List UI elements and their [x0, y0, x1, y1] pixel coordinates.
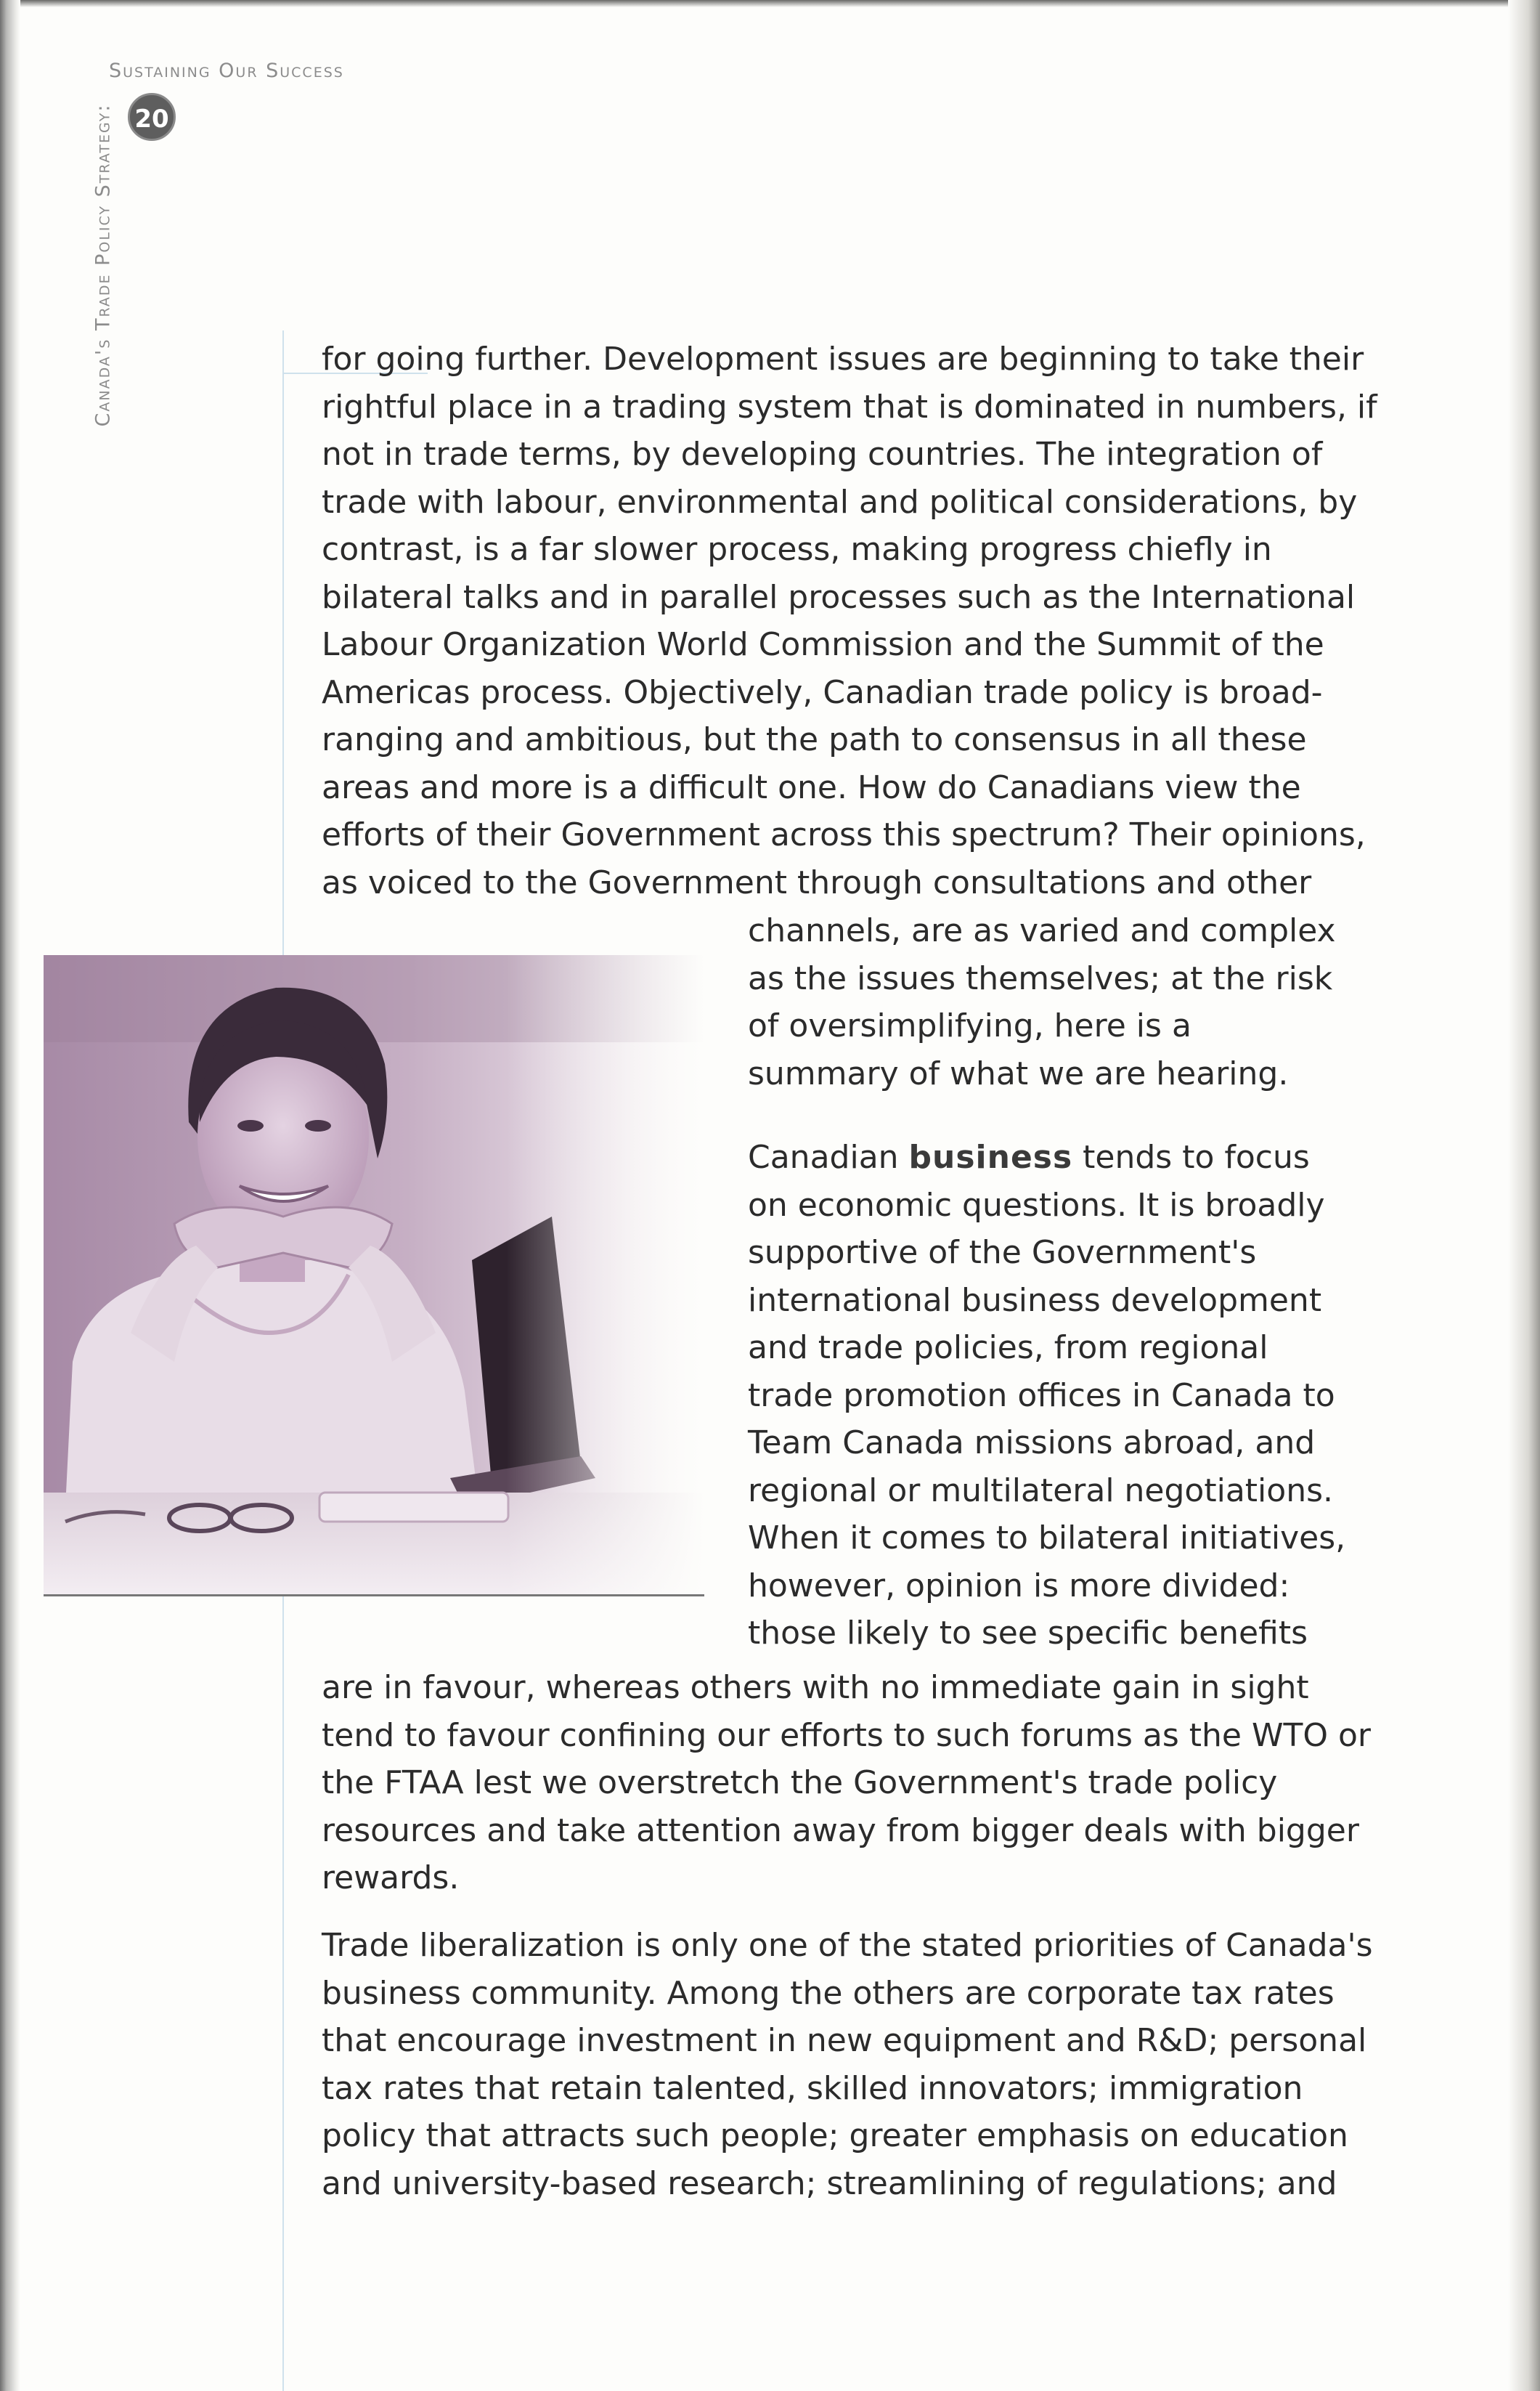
text-line: international business development — [748, 1281, 1322, 1319]
text-line: and university-based research; streamlining of regulations; and — [322, 2164, 1337, 2202]
text-line: for going further. Development issues are beginning to take their — [322, 341, 1364, 378]
side-title — [81, 84, 125, 447]
text-line: and trade policies, from regional — [748, 1329, 1268, 1366]
text-line: however, opinion is more divided: — [748, 1567, 1290, 1604]
paragraph-1-wrap — [748, 907, 1336, 1097]
text-line: the FTAA lest we overstretch the Government's trade policy — [322, 1764, 1278, 1801]
text-line: rewards. — [322, 1859, 460, 1896]
scan-left-edge — [0, 0, 20, 2391]
paragraph-3 — [322, 1922, 1373, 2207]
text-line: Trade liberalization is only one of the stated priorities of Canada's — [322, 1927, 1373, 1964]
text-line: those likely to see specific benefits — [748, 1615, 1308, 1652]
text-line: not in trade terms, by developing countries. The integration of — [322, 436, 1323, 473]
text-line: as voiced to the Government through consultations and other — [322, 864, 1312, 901]
scan-top-edge — [0, 0, 1540, 7]
text-line: regional or multilateral negotiations. — [748, 1471, 1333, 1509]
text-line: tax rates that retain talented, skilled innovators; immigration — [322, 2069, 1303, 2107]
text-line: trade promotion offices in Canada to — [748, 1376, 1335, 1414]
text-line: trade with labour, environmental and political considerations, by — [322, 483, 1358, 521]
photo-caption-rule — [44, 1594, 704, 1596]
text-line: as the issues themselves; at the risk — [748, 959, 1333, 997]
text-line: bilateral talks and in parallel processes such as the International — [322, 578, 1356, 616]
text-line: efforts of their Government across this spectrum? Their opinions, — [322, 816, 1366, 853]
side-title-text: Canada's Trade Policy Strategy: — [91, 103, 115, 427]
scan-right-edge — [1508, 0, 1540, 2391]
text-fragment: Canadian — [748, 1139, 909, 1176]
text-line: areas and more is a difficult one. How do Canadians view the — [322, 768, 1301, 806]
text-line: When it comes to bilateral initiatives, — [748, 1519, 1346, 1556]
paragraph-1 — [322, 336, 1377, 906]
text-line: supportive of the Government's — [748, 1234, 1257, 1271]
text-line: Team Canada missions abroad, and — [748, 1424, 1316, 1461]
text-line: on economic questions. It is broadly — [748, 1186, 1325, 1224]
text-line: Americas process. Objectively, Canadian trade policy is broad- — [322, 673, 1323, 711]
text-line: contrast, is a far slower process, making progress chiefly in — [322, 531, 1272, 568]
text-line: resources and take attention away from bigger deals with bigger — [322, 1811, 1359, 1849]
text-line: business community. Among the others are corporate tax rates — [322, 1974, 1335, 2012]
page-number-badge: 20 — [128, 93, 176, 141]
text-line: ranging and ambitious, but the path to consensus in all these — [322, 721, 1307, 758]
text-line: rightful place in a trading system that is dominated in numbers, if — [322, 388, 1377, 426]
text-fragment: tends to focus — [1072, 1139, 1310, 1176]
text-line: that encourage investment in new equipment and R&D; personal — [322, 2022, 1367, 2059]
text-line: are in favour, whereas others with no immediate gain in sight — [322, 1669, 1309, 1706]
text-line: summary of what we are hearing. — [748, 1055, 1289, 1092]
text-line: channels, are as varied and complex — [748, 912, 1336, 949]
text-line — [748, 1134, 1314, 1182]
emphasis-business: business — [908, 1139, 1073, 1176]
text-line: Labour Organization World Commission and the Summit of the — [322, 626, 1324, 663]
paragraph-2-tail — [322, 1664, 1371, 1902]
text-line: tend to favour confining our efforts to such forums as the WTO or — [322, 1716, 1371, 1754]
paragraph-2 — [748, 1134, 1346, 1657]
running-head: Sustaining Our Success — [109, 60, 344, 82]
text-line: of oversimplifying, here is a — [748, 1007, 1191, 1044]
text-line: policy that attracts such people; greater emphasis on education — [322, 2117, 1348, 2154]
woman-at-laptop-photo — [44, 955, 704, 1594]
